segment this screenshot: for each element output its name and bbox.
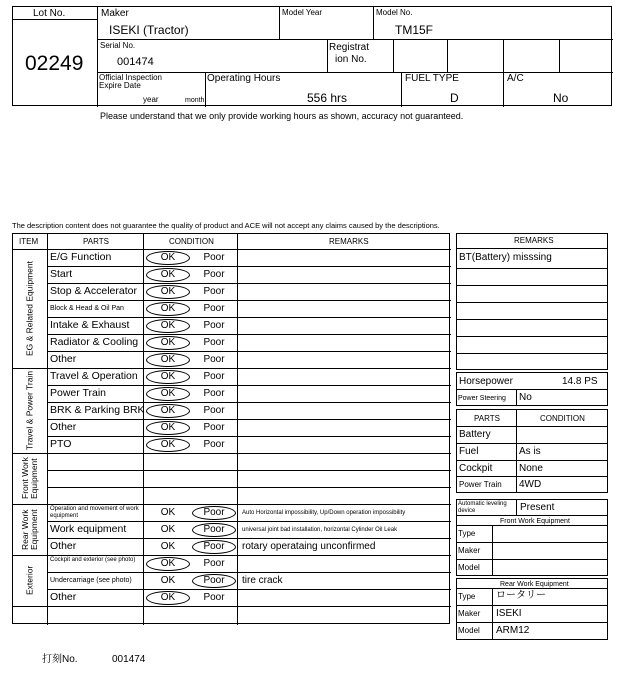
battery-label: Battery: [459, 429, 491, 440]
rear-model-value: ARM12: [496, 625, 530, 636]
condition-poor[interactable]: Poor: [203, 591, 225, 603]
condition-ok[interactable]: OK: [160, 523, 176, 535]
part-label: Operation and movement of work equipment: [50, 506, 139, 519]
right-remark-1: BT(Battery) misssing: [459, 252, 552, 263]
fuel-type-value: D: [450, 91, 459, 105]
rear-type-label: Type: [458, 592, 476, 601]
condition-poor[interactable]: Poor: [192, 574, 236, 588]
part-label: Cockpit and exterior (see photo): [50, 557, 136, 563]
remark-text: rotary operataing unconfirmed: [242, 541, 376, 552]
front-maker-label: Maker: [458, 546, 481, 555]
registration-label-1: Registrat: [329, 42, 370, 53]
ac-label: A/C: [507, 73, 524, 84]
condition-ok[interactable]: OK: [146, 285, 190, 299]
condition-ok[interactable]: OK: [160, 540, 176, 552]
model-no-value: TM15F: [395, 23, 434, 37]
vehicle-header-table: [12, 6, 612, 106]
part-label: E/G Function: [50, 251, 112, 263]
remark-text: Auto Horizontal impossibility, Up/Down operation impossibility: [242, 510, 406, 516]
cockpit-label: Cockpit: [459, 463, 493, 474]
front-work-title: Front Work Equipment: [500, 518, 570, 525]
model-no-label: Model No.: [376, 8, 413, 17]
part-label: Travel & Operation: [50, 370, 138, 382]
condition-poor[interactable]: Poor: [192, 540, 236, 554]
front-model-label: Model: [458, 563, 480, 572]
condition-poor[interactable]: Poor: [203, 285, 225, 297]
condition-poor[interactable]: Poor: [203, 251, 225, 263]
maker-value: ISEKI (Tractor): [109, 23, 189, 37]
right-panel: [456, 233, 608, 636]
power-train-value: 4WD: [519, 479, 542, 490]
condition-ok[interactable]: OK: [146, 557, 190, 571]
serial-no-value: 001474: [117, 56, 154, 68]
col-condition-header: CONDITION: [169, 237, 214, 246]
front-type-label: Type: [458, 529, 476, 538]
condition-ok[interactable]: OK: [146, 438, 190, 452]
condition-poor[interactable]: Poor: [203, 268, 225, 280]
section-label: Rear Work Equipment: [20, 509, 39, 550]
part-label: Intake & Exhaust: [50, 319, 130, 331]
condition-ok[interactable]: OK: [146, 387, 190, 401]
part-label: Power Train: [50, 387, 107, 399]
cockpit-value: None: [519, 463, 543, 474]
part-label: Work equipment: [50, 523, 127, 535]
fuel-type-label: FUEL TYPE: [405, 73, 459, 84]
condition-ok[interactable]: OK: [146, 319, 190, 333]
condition-poor[interactable]: Poor: [203, 336, 225, 348]
rear-work-title: Rear Work Equipment: [500, 581, 569, 588]
condition-poor[interactable]: Poor: [203, 302, 225, 314]
part-label: Other: [50, 591, 77, 603]
condition-ok[interactable]: OK: [146, 302, 190, 316]
power-steering-label: Power Steering: [458, 395, 506, 402]
condition-ok[interactable]: OK: [146, 251, 190, 265]
parts-label: PARTS: [474, 414, 500, 423]
rear-maker-value: ISEKI: [496, 608, 522, 619]
condition-ok[interactable]: OK: [146, 370, 190, 384]
inspection-label-2: Expire Date: [99, 81, 141, 90]
part-label: Other: [50, 421, 77, 433]
condition-ok[interactable]: OK: [146, 336, 190, 350]
power-steering-value: No: [519, 392, 532, 403]
condition-ok[interactable]: OK: [146, 421, 190, 435]
col-remarks-header: REMARKS: [329, 237, 369, 246]
rear-maker-label: Maker: [458, 609, 481, 618]
lot-no-label: Lot No.: [33, 8, 66, 19]
condition-ok[interactable]: OK: [160, 574, 176, 586]
horsepower-label: Horsepower: [459, 376, 513, 387]
condition-poor[interactable]: Poor: [203, 370, 225, 382]
condition-poor[interactable]: Poor: [203, 438, 225, 450]
part-label: PTO: [50, 438, 72, 450]
condition-poor[interactable]: Poor: [192, 506, 236, 520]
section-label: Travel & Power Train: [24, 370, 35, 451]
section-label: EG & Related Equipment: [24, 261, 35, 356]
part-label: Other: [50, 353, 77, 365]
part-label: Other: [50, 540, 77, 552]
col-item-header: ITEM: [19, 237, 39, 246]
condition-ok[interactable]: OK: [160, 506, 176, 518]
part-label: Stop & Accelerator: [50, 285, 137, 297]
condition-label: CONDITION: [540, 414, 585, 423]
section-label: Exterior: [24, 565, 35, 596]
maker-label: Maker: [101, 8, 129, 19]
section-label: Front Work Equipment: [20, 457, 39, 500]
remark-text: tire crack: [242, 575, 283, 586]
operating-hours-label: Operating Hours: [207, 73, 281, 84]
condition-ok[interactable]: OK: [146, 591, 190, 605]
serial-no-label: Serial No.: [100, 41, 136, 50]
ac-value: No: [553, 91, 569, 105]
inspection-label-1: Official Inspection: [99, 73, 162, 82]
condition-poor[interactable]: Poor: [203, 387, 225, 399]
operating-hours-value: 556 hrs: [307, 91, 348, 105]
disclaimer: The description content does not guarantee the quality of product and ACE will not accept any claims caused by the descriptions.: [12, 221, 440, 230]
hours-notice: Please understand that we only provide working hours as shown, accuracy not guaranteed.: [100, 111, 464, 121]
condition-poor[interactable]: Poor: [203, 421, 225, 433]
condition-ok[interactable]: OK: [146, 268, 190, 282]
fuel-value: As is: [519, 446, 541, 457]
auto-leveling-value: Present: [520, 502, 555, 513]
power-train-label: Power Train: [459, 480, 502, 489]
rear-type-value: ロータリー: [496, 590, 546, 601]
condition-poor[interactable]: Poor: [203, 353, 225, 365]
part-label: Radiator & Cooling: [50, 336, 139, 348]
fuel-label: Fuel: [459, 446, 479, 457]
part-label: BRK & Parking BRK: [50, 404, 145, 416]
month-label: month: [185, 97, 205, 104]
condition-table: [12, 233, 450, 624]
condition-ok[interactable]: OK: [146, 353, 190, 367]
auto-leveling-label: Automatic leveling device: [458, 501, 507, 514]
model-year-label: Model Year: [282, 8, 323, 17]
col-parts-header: PARTS: [83, 237, 109, 246]
horsepower-value: 14.8 PS: [562, 376, 598, 387]
part-label: Block & Head & Oil Pan: [50, 305, 124, 312]
right-remarks-header: REMARKS: [514, 236, 554, 245]
condition-poor[interactable]: Poor: [203, 404, 225, 416]
part-label: Undercarriage (see photo): [50, 577, 132, 584]
lot-no-value: 02249: [25, 52, 84, 75]
part-label: Start: [50, 268, 73, 280]
rear-model-label: Model: [458, 626, 480, 635]
year-label: year: [143, 95, 159, 104]
registration-label-2: ion No.: [335, 54, 367, 65]
stamp-no: 001474: [112, 654, 146, 665]
condition-poor[interactable]: Poor: [203, 557, 225, 569]
condition-poor[interactable]: Poor: [192, 523, 236, 537]
stamp-label: 打刻No.: [42, 654, 78, 665]
condition-poor[interactable]: Poor: [203, 319, 225, 331]
remark-text: universal joint bad installation, horizontal Cylinder Oil Leak: [242, 527, 398, 533]
condition-ok[interactable]: OK: [146, 404, 190, 418]
